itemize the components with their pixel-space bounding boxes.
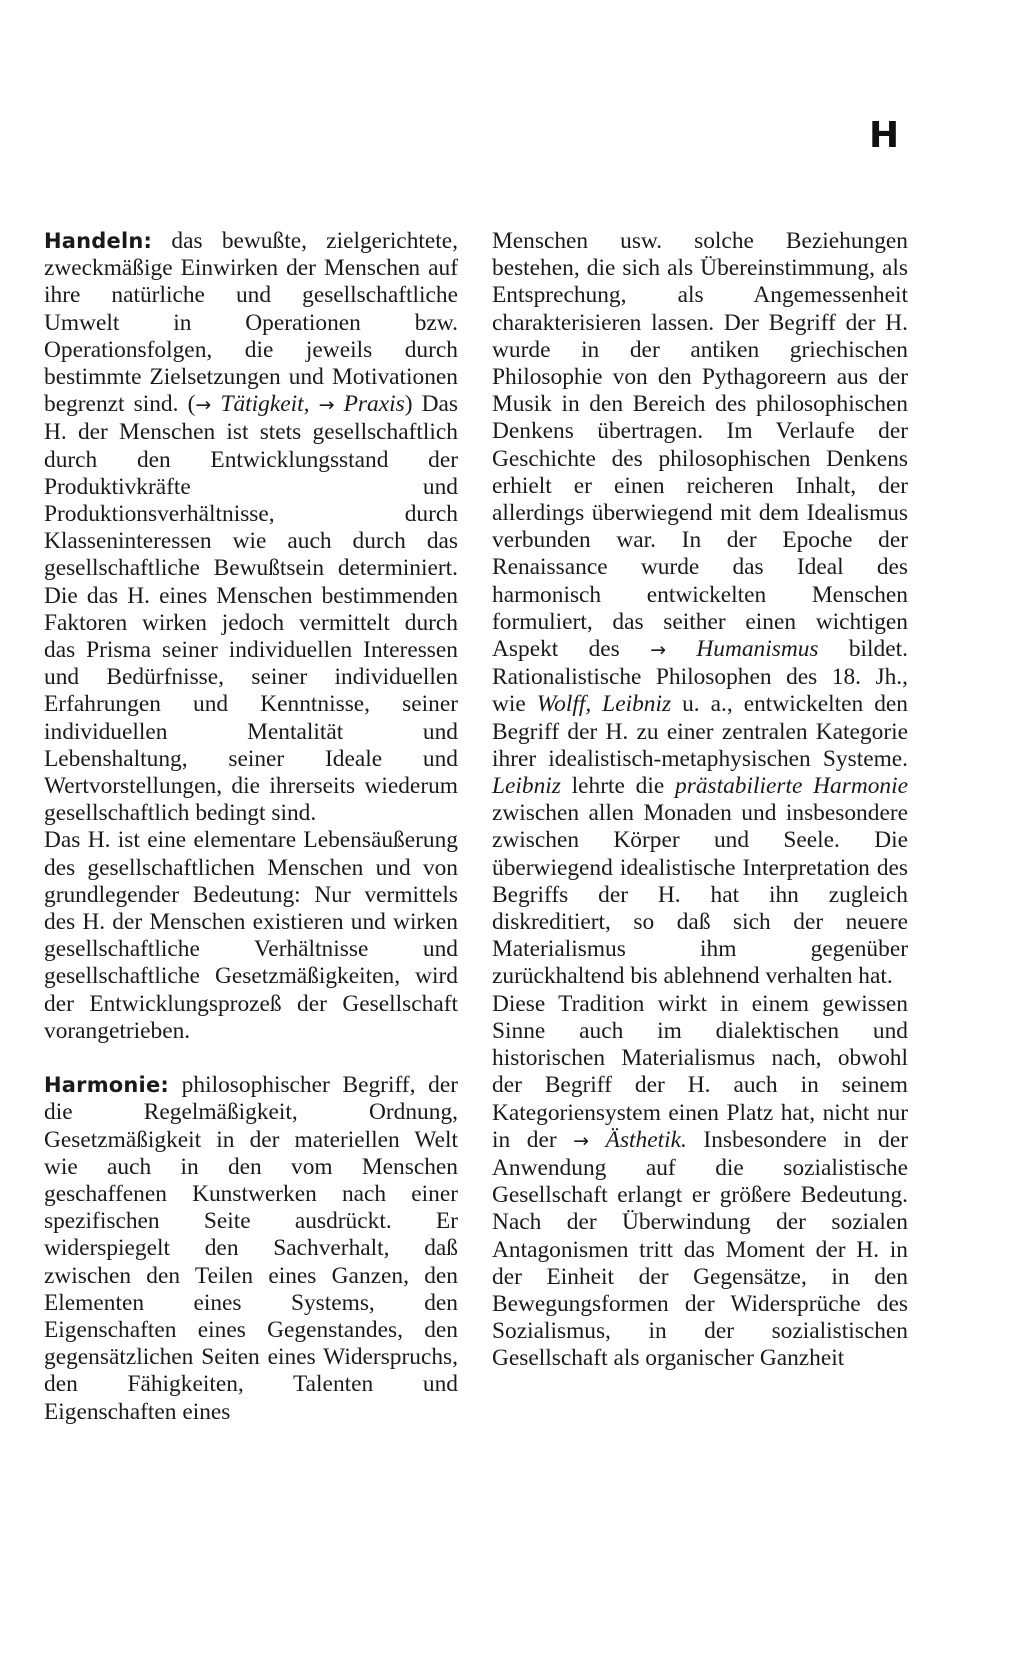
right-column	[492, 228, 908, 1373]
ref-humanismus: Humanismus	[696, 636, 819, 663]
ref-aesthetik: Ästhetik.	[605, 1126, 687, 1153]
harmonie-continued	[492, 228, 908, 991]
ref-praxis: Praxis	[343, 391, 405, 418]
ref-praestabilierte-harmonie: prästabilierte Harmonie	[675, 773, 908, 800]
ref-wolff-leibniz: Wolff, Leibniz	[536, 691, 672, 718]
harmonie-cont-4: lehrte die	[560, 773, 676, 800]
section-letter: H	[869, 115, 900, 156]
left-column	[44, 228, 458, 1426]
harmonie-cont-3: u. a., entwickelten den Begriff der H. zu einer zentralen Kategorie ihrer idealistisch-metaphysischen Systeme.	[492, 691, 909, 772]
entry-harmonie	[44, 1072, 458, 1426]
handeln-text-1: das bewußte, zielgerichtete, zweckmäßige Einwirken der Menschen auf ihre natürliche und gesellschaftliche Umwelt in Operationen bzw. Operationsfolgen, die jeweils durch bestimmte Zielsetzungen und Motivationen begrenzt sind. (	[44, 228, 458, 418]
entry-handeln	[44, 228, 458, 827]
harmonie-text-1: philosophischer Begriff, der die Regelmäßigkeit, Ordnung, Gesetzmäßigkeit in der materiellen Welt wie auch in den vom Menschen geschaffenen Kunstwerken nach einer spezifischen Seite ausdrückt. Er widerspiegelt den Sachverhalt, daß zwischen den Teilen eines Ganzen, den Elementen eines Systems, den Eigenschaften eines Gegenstandes, den gegensätzlichen Seiten eines Widerspruchs, den Fähigkeiten, Talenten und Eigenschaften eines	[44, 1072, 458, 1425]
lemma-harmonie: Harmonie:	[44, 1073, 170, 1098]
arrow-icon: →	[318, 394, 335, 417]
ref-leibniz: Leibniz	[492, 773, 561, 800]
handeln-text-2: ) Das H. der Menschen ist stets gesellschaftlich durch den Entwicklungsstand der Produktivkräfte und Produktionsverhältnisse, durch Klasseninteressen wie auch durch das gesellschaftliche Bewußtsein determiniert. Die das H. eines Menschen bestimmenden Faktoren wirken jedoch vermittelt durch das Prisma seiner individuellen Interessen und Bedürfnisse, seiner individuellen Erfahrungen und Kenntnisse, seiner individuellen Mentalität und Lebenshaltung, seiner Ideale und Wertvorstellungen, die ihrerseits wiederum gesellschaftlich bedingt sind.	[44, 391, 458, 827]
handeln-paragraph-2: Das H. ist eine elementare Lebensäußerung des gesellschaftlichen Menschen und von grundlegender Bedeutung: Nur vermittels des H. der Menschen existieren und wirken gesellschaftliche Verhältnisse und gesellschaftliche Gesetzmäßigkeiten, wird der Entwicklungsprozeß der Gesellschaft vorangetrieben.	[44, 827, 458, 1044]
harmonie-cont-1: Menschen usw. solche Beziehungen bestehen, die sich als Übereinstimmung, als Entsprechung, als Angemessenheit charakterisieren lassen. Der Begriff der H. wurde in der antiken griechischen Philosophie von den Pythagoreern aus der Musik in den Bereich des philosophischen Denkens übertragen. Im Verlaufe der Geschichte des philosophischen Denkens erhielt er einen reicheren Inhalt, der allerdings überwiegend mit dem Idealismus verbunden war. In der Epoche der Renaissance wurde das Ideal des harmonisch entwickelten Menschen formuliert, das seither einen wichtigen Aspekt des	[492, 228, 908, 663]
arrow-icon: →	[573, 1129, 590, 1152]
harmonie-cont-5: zwischen allen Monaden und insbesondere zwischen Körper und Seele. Die überwiegend idealistische Interpretation des Begriffs der H. hat ihn zugleich diskreditiert, so daß sich der neuere Materialismus ihm gegenüber zurückhaltend bis ablehnend verhalten hat.	[492, 800, 908, 990]
arrow-icon: →	[650, 639, 667, 662]
arrow-icon: →	[195, 394, 212, 417]
harmonie-p2-text-2: Insbesondere in der Anwendung auf die sozialistische Gesellschaft erlangt er größere Bedeutung. Nach der Überwindung der sozialen Antagonismen tritt das Moment der H. in der Einheit der Gegensätze, in den Bewegungsformen der Widersprüche des Sozialismus, in der sozialistischen Gesellschaft als organischer Ganzheit	[492, 1126, 908, 1372]
harmonie-p2-text-1: Diese Tradition wirkt in einem gewissen Sinne auch im dialektischen und historischen Materialismus nach, obwohl der Begriff der H. auch in seinem Kategoriensystem einen Platz hat, nicht nur in der	[492, 990, 908, 1153]
harmonie-paragraph-2	[492, 991, 908, 1373]
lemma-handeln: Handeln:	[44, 229, 153, 253]
ref-taetigkeit: Tätigkeit,	[220, 391, 310, 418]
harmonie-cont-2: bildet. Rationalistische Philosophen des 18. Jh., wie	[492, 636, 908, 718]
